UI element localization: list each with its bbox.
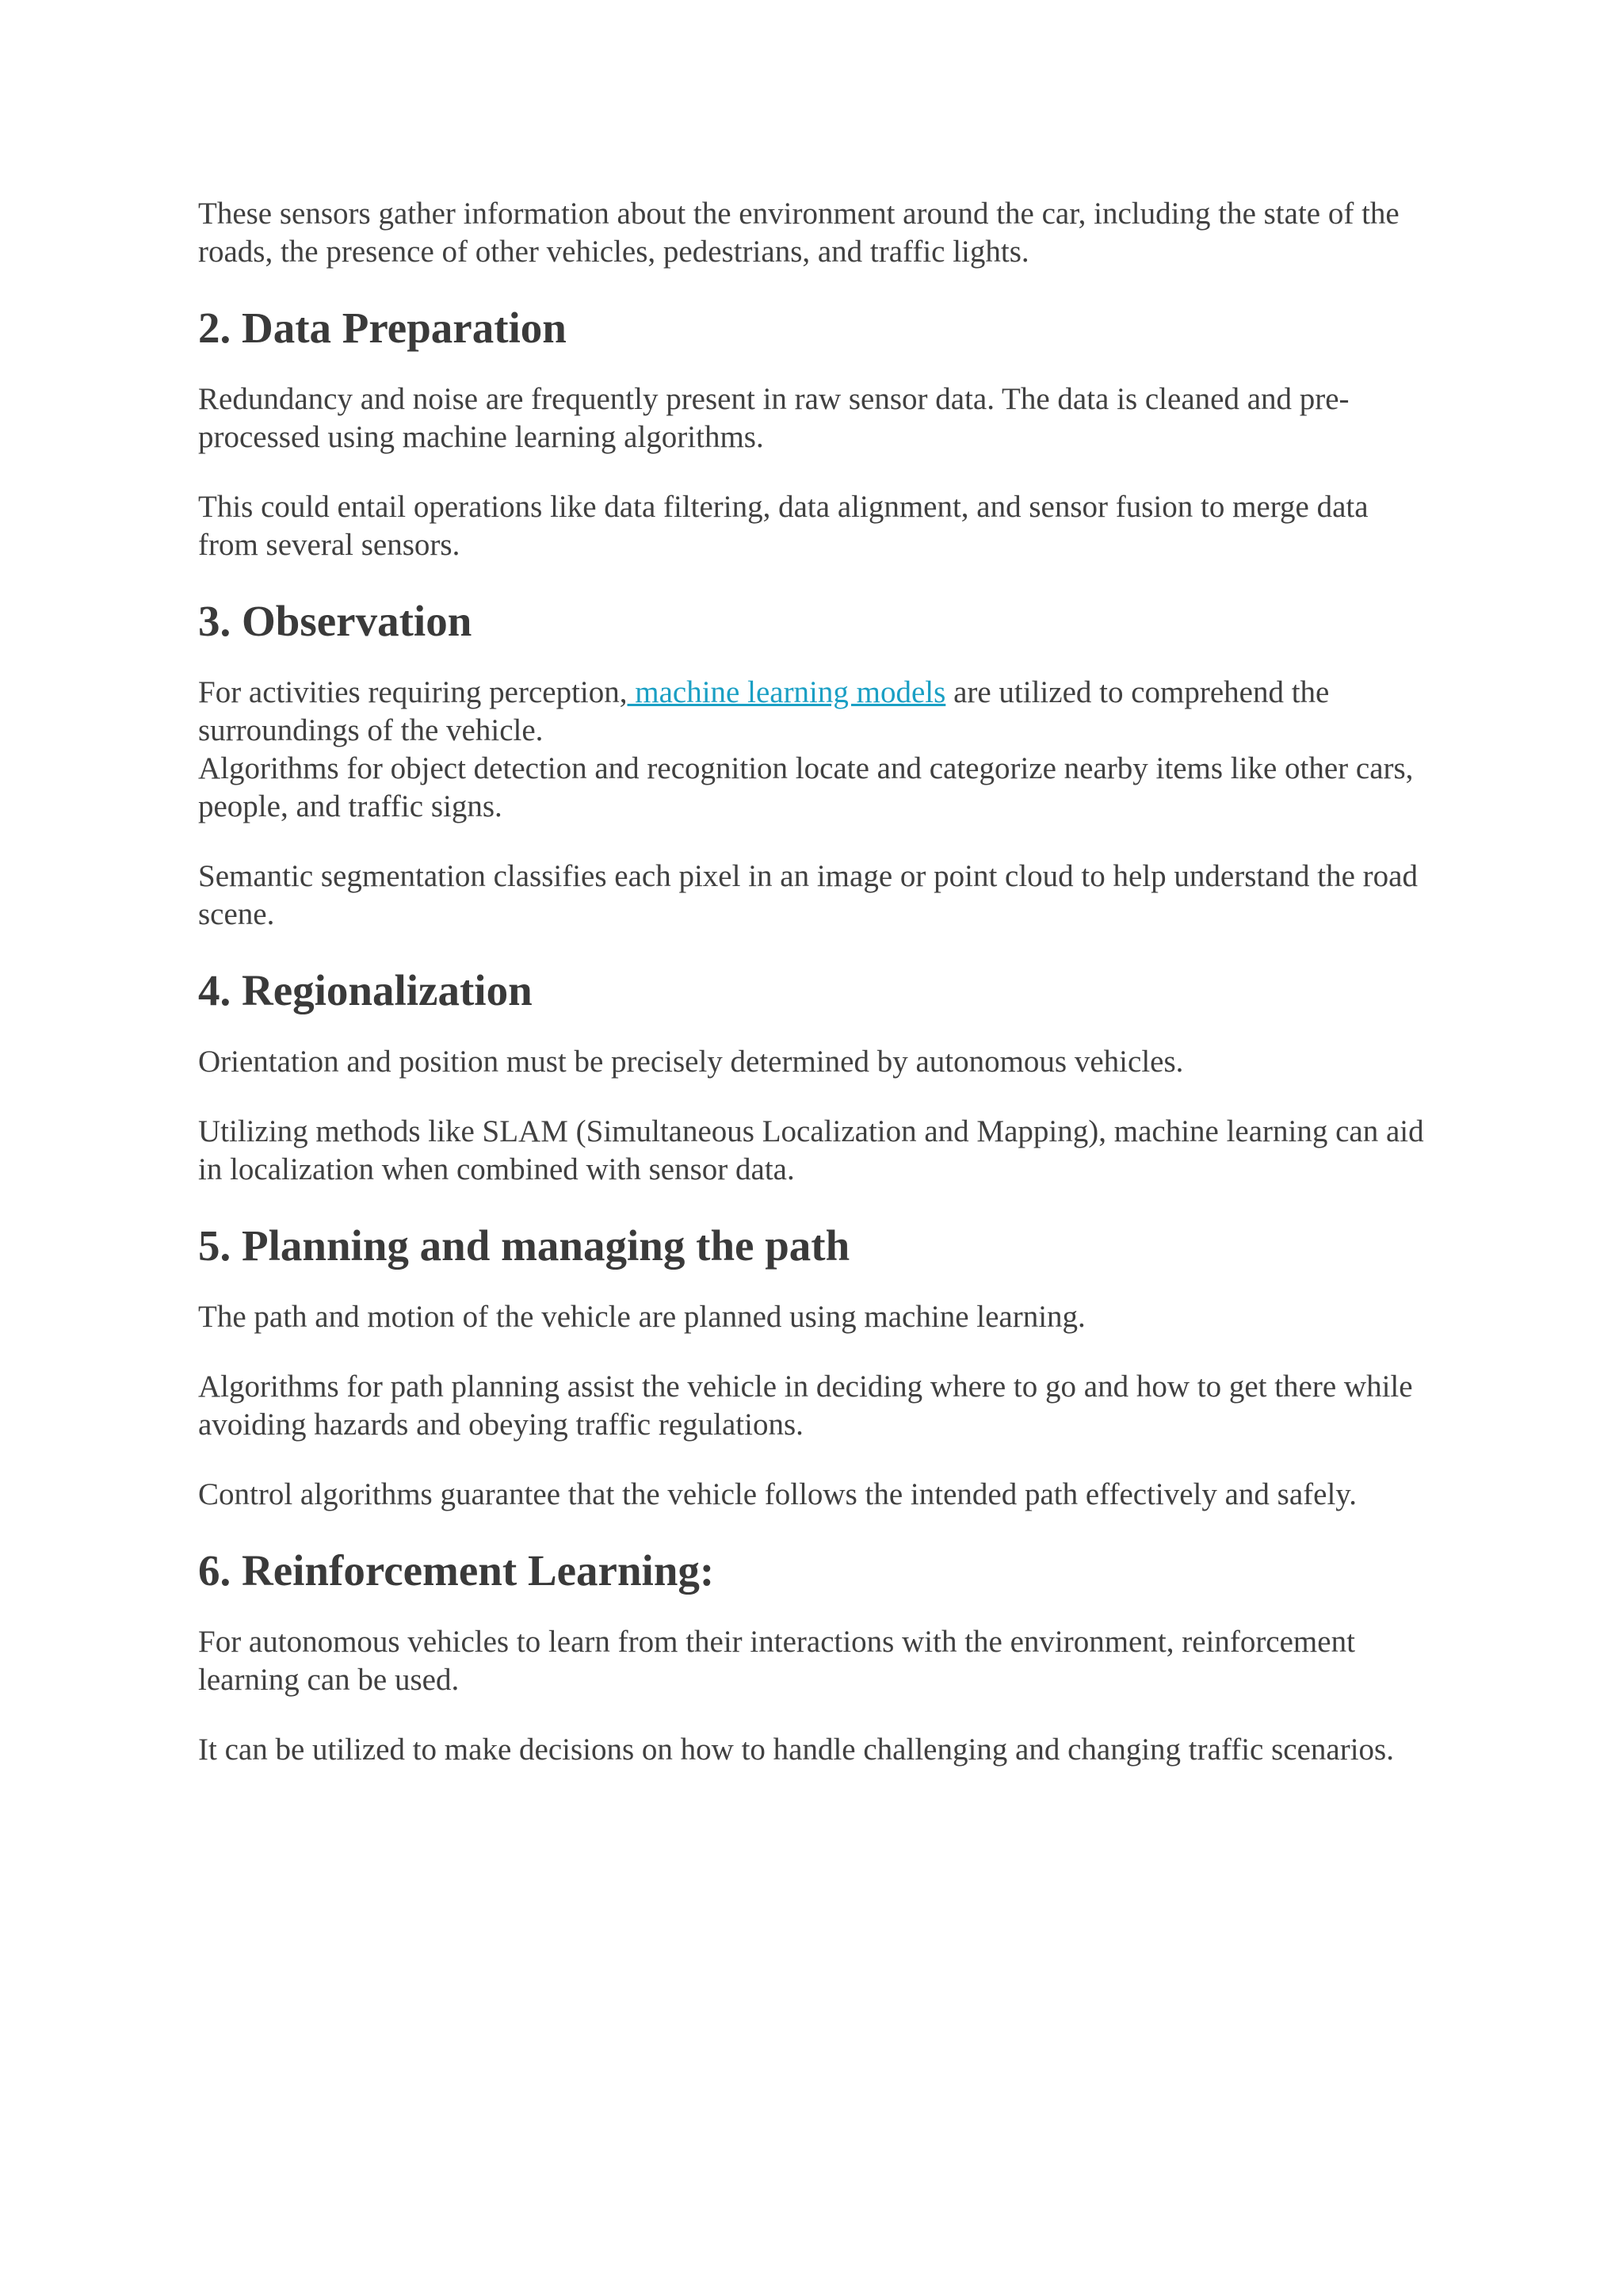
document-page [198,195,1434,1801]
regionalization-paragraph-2: Utilizing methods like SLAM (Simultaneous Localization and Mapping), machine learning can aid in localization when combined with sensor data. [198,1114,1424,1186]
planning-paragraph-3: Control algorithms guarantee that the vehicle follows the intended path effectively and safely. [198,1477,1358,1511]
observation-paragraph-1 [198,674,1434,750]
heading-observation: 3. Observation [198,597,472,645]
planning-paragraph-2: Algorithms for path planning assist the vehicle in deciding where to go and how to get there while avoiding hazards and obeying traffic regulations. [198,1370,1413,1442]
reinforcement-paragraph-2: It can be utilized to make decisions on how to handle challenging and changing traffic scenarios. [198,1733,1394,1767]
data-preparation-paragraph-2: This could entail operations like data filtering, data alignment, and sensor fusion to merge data from several sensors. [198,490,1369,562]
data-preparation-paragraph-1: Redundancy and noise are frequently present in raw sensor data. The data is cleaned and pre-processed using machine learning algorithms. [198,382,1350,454]
machine-learning-models-link[interactable]: machine learning models [627,675,946,709]
heading-data-preparation: 2. Data Preparation [198,304,567,352]
planning-paragraph-1: The path and motion of the vehicle are planned using machine learning. [198,1300,1086,1334]
heading-reinforcement-learning: 6. Reinforcement Learning: [198,1546,715,1595]
intro-paragraph: These sensors gather information about the environment around the car, including the state of the roads, the presence of other vehicles, pedestrians, and traffic lights. [198,197,1400,269]
heading-planning-path: 5. Planning and managing the path [198,1221,850,1270]
observation-paragraph-3: Semantic segmentation classifies each pixel in an image or point cloud to help understand the road scene. [198,859,1418,931]
regionalization-paragraph-1: Orientation and position must be precisely determined by autonomous vehicles. [198,1045,1184,1079]
heading-regionalization: 4. Regionalization [198,966,533,1014]
observation-paragraph-2: Algorithms for object detection and recognition locate and categorize nearby items like other cars, people, and traffic signs. [198,751,1414,823]
observation-text-after-link: are utilized to comprehend the surroundings of the vehicle. [198,675,1330,747]
reinforcement-paragraph-1: For autonomous vehicles to learn from their interactions with the environment, reinforcement learning can be used. [198,1625,1355,1697]
observation-text-before-link: For activities requiring perception, [198,675,628,709]
